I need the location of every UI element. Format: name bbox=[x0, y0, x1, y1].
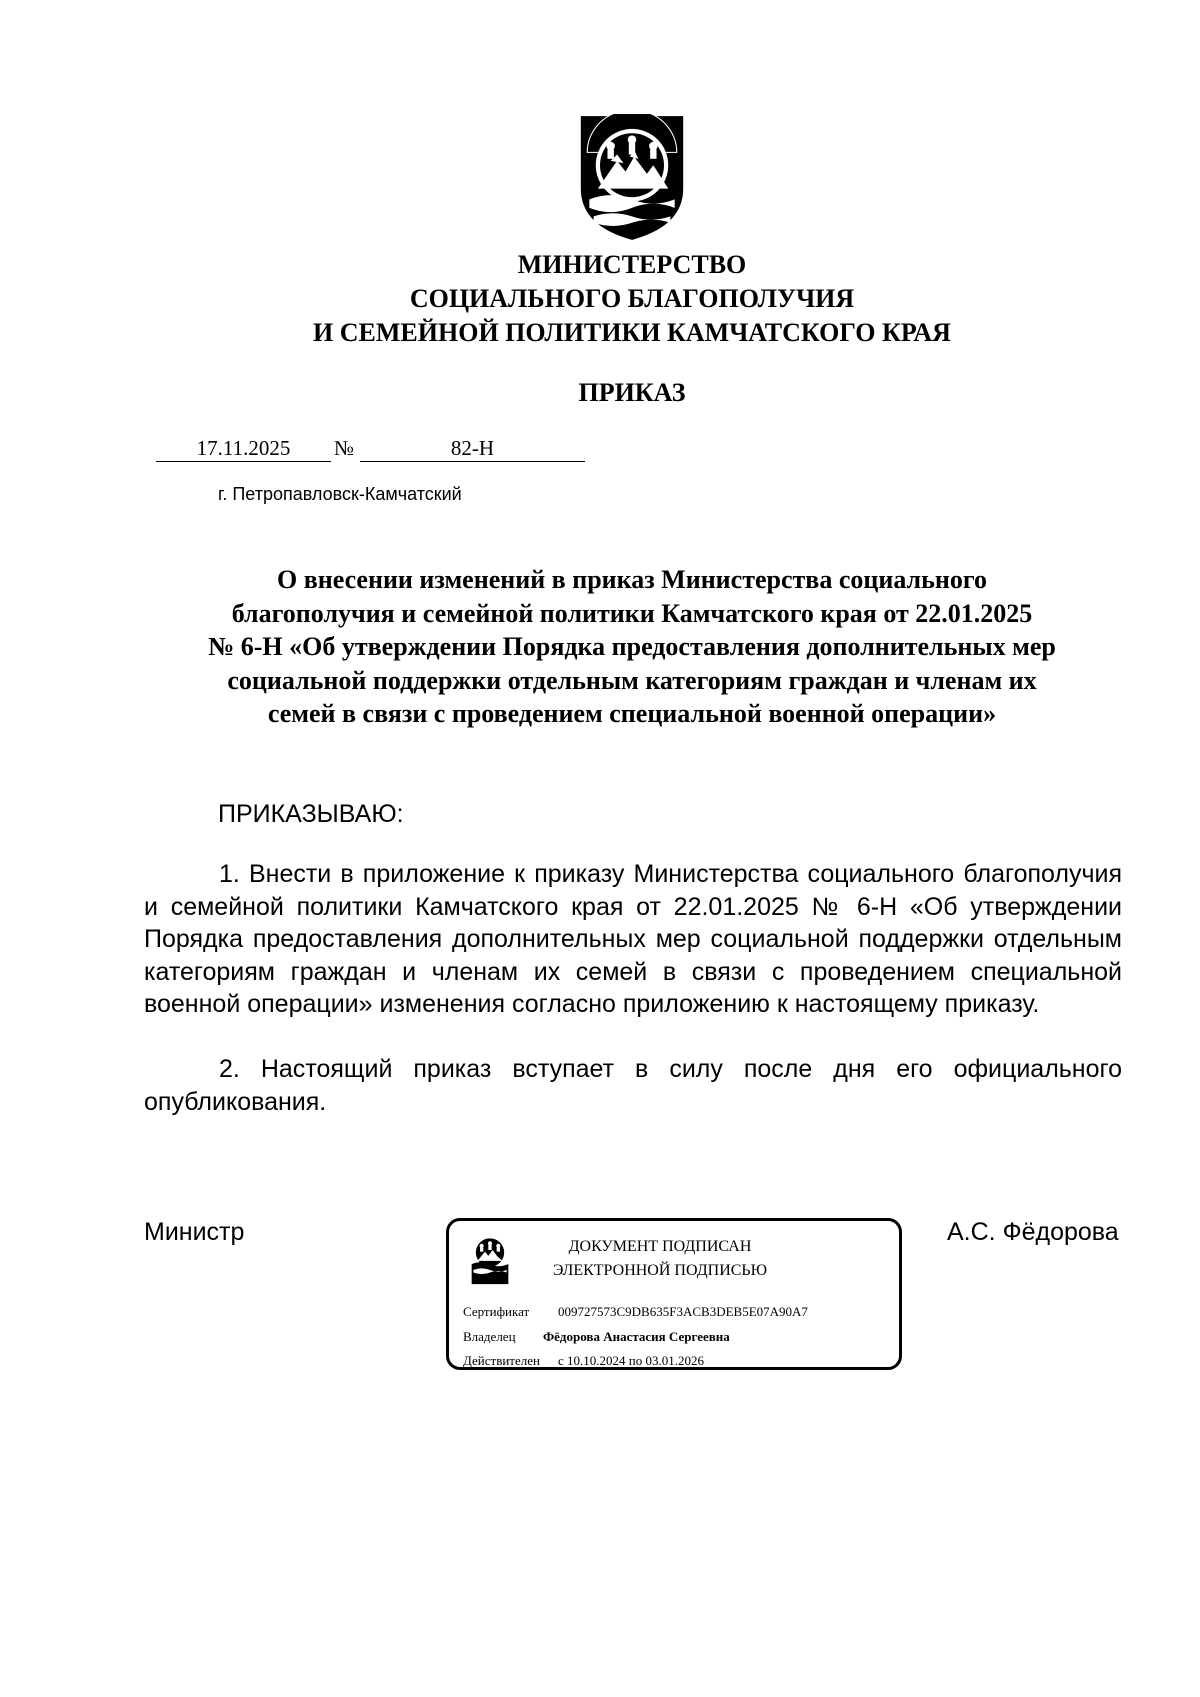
stamp-header bbox=[449, 1235, 871, 1283]
subject-line-3: № 6-Н «Об утверждении Порядка предоставления дополнительных мер bbox=[208, 632, 1056, 661]
validity-label: Действителен bbox=[463, 1353, 540, 1368]
coat-of-arms-icon bbox=[578, 114, 686, 242]
stamp-title-line-2: ЭЛЕКТРОННОЙ ПОДПИСЬЮ bbox=[552, 1262, 768, 1279]
owner-value: Фёдорова Анастасия Сергеевна bbox=[543, 1329, 730, 1344]
paragraph-2: 2. Настоящий приказ вступает в силу после дня его официального опубликования. bbox=[144, 1055, 1122, 1116]
validity-row bbox=[463, 1353, 704, 1369]
subject-line-4: социальной поддержки отдельным категориям граждан и членам их bbox=[227, 665, 1037, 695]
validity-value: с 10.10.2024 по 03.01.2026 bbox=[558, 1353, 704, 1368]
number-sign: № bbox=[334, 436, 355, 460]
owner-row bbox=[463, 1329, 730, 1345]
certificate-row bbox=[463, 1304, 808, 1320]
owner-label: Владелец bbox=[463, 1329, 516, 1344]
ministry-line-3: И СЕМЕЙНОЙ ПОЛИТИКИ КАМЧАТСКОГО КРАЯ bbox=[313, 318, 951, 347]
order-number: 82-Н bbox=[360, 435, 585, 462]
ministry-name bbox=[0, 248, 1200, 350]
subject-line-1: О внесении изменений в приказ Министерства социального bbox=[276, 565, 988, 594]
document-type: ПРИКАЗ bbox=[578, 378, 686, 407]
order-directive: ПРИКАЗЫВАЮ: bbox=[218, 800, 404, 828]
subject-line-5: семей в связи с проведением специальной военной операции» bbox=[267, 699, 997, 728]
city-name: г. Петропавловск-Камчатский bbox=[218, 484, 462, 504]
signatory-name: А.С. Фёдорова bbox=[947, 1218, 1119, 1246]
electronic-signature-stamp bbox=[446, 1218, 902, 1370]
ministry-line-2: СОЦИАЛЬНОГО БЛАГОПОЛУЧИЯ bbox=[409, 284, 855, 313]
certificate-value: 009727573C9DB635F3ACB3DEB5E07A90A7 bbox=[558, 1304, 808, 1319]
ministry-line-1: МИНИСТЕРСТВО bbox=[517, 250, 747, 279]
paragraph-1: 1. Внести в приложение к приказу Министерства социального благополучия и семейной политики Камчатского края от 22.01.2025 № 6-Н «Об утверждении Порядка предоставления дополнительных мер социальной поддержки отдельным категориям граждан и членам их семей в связи с проведением специальной военной операции» изменения согласно приложению к настоящему приказу. bbox=[144, 860, 1122, 1018]
order-date: 17.11.2025 bbox=[156, 435, 331, 462]
signatory-position: Министр bbox=[144, 1218, 245, 1246]
stamp-title-line-1: ДОКУМЕНТ ПОДПИСАН bbox=[568, 1238, 752, 1255]
order-subject bbox=[140, 563, 1124, 731]
subject-line-2: благополучия и семейной политики Камчатского края от 22.01.2025 bbox=[231, 598, 1033, 628]
certificate-label: Сертификат bbox=[463, 1304, 530, 1319]
